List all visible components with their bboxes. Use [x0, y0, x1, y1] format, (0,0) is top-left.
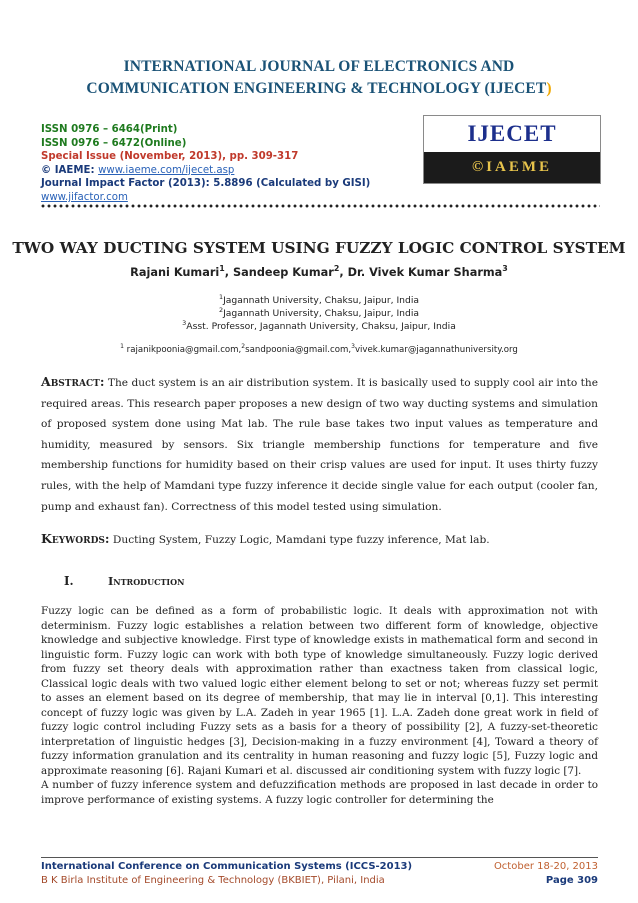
- author-3: , Dr. Vivek Kumar Sharma: [339, 266, 503, 279]
- footer-page-number: Page 309: [545, 875, 598, 886]
- journal-title-line2: [0, 78, 638, 100]
- email-1: rajanikpoonia@gmail.com,: [123, 345, 242, 355]
- email-2: sandpoonia@gmail.com,: [245, 345, 352, 355]
- affiliation-1: [0, 292, 638, 306]
- jifactor-url-link[interactable]: www.jifactor.com: [41, 191, 128, 203]
- journal-title-line1: INTERNATIONAL JOURNAL OF ELECTRONICS AND: [123, 58, 515, 75]
- logo-ijecet-text: IJECET: [424, 116, 600, 152]
- author-1: Rajani Kumari: [130, 266, 220, 279]
- affiliation-2: [0, 305, 638, 319]
- footer-conference: International Conference on Communication Systems (ICCS-2013): [41, 861, 413, 872]
- journal-title: [0, 56, 638, 100]
- section-title: Introduction: [108, 574, 185, 588]
- footer-row-1: [41, 861, 598, 872]
- footer-dates: October 18-20, 2013: [493, 861, 598, 872]
- intro-paragraph-1: Fuzzy logic can be defined as a form of probabilistic logic. It deals with approximation not with determinism. Fuzzy logic establishes a relation between two different form of knowledge, objective knowledge and subjective knowledge. First type of knowledge exists in mathematical form and second in linguistic form. Fuzzy logic can work with both type of knowledge simultaneously. Fuzzy logic derived from fuzzy set theory deals with approximation rather than exactness taken from classical logic, Classical logic deals with two valued logic either element belong to set or not; whereas fuzzy set permit to asses an element based on its degree of membership, that may lie in interval [0,1]. This interesting concept of fuzzy logic was given by L.A. Zadeh in year 1965 [1]. L.A. Zadeh done great work in field of fuzzy logic control including Fuzzy sets as a basis for a theory of possibility [2], A fuzzy-set-theoretic interpretation of linguistic hedges [3], Decision-making in a fuzzy environment [4], Toward a theory of fuzzy information granulation and its centrality in human reasoning and fuzzy logic [5], Fuzzy logic and approximate reasoning [6]. Rajani Kumari et al. discussed air conditioning system with fuzzy logic [7].: [41, 605, 598, 777]
- section-heading: [64, 574, 184, 588]
- iaeme-line: [41, 164, 370, 178]
- impact-factor: Journal Impact Factor (2013): 5.8896 (Calculated by GISI): [41, 178, 371, 190]
- issn-print: ISSN 0976 – 6464(Print): [41, 124, 178, 135]
- affiliation-2-text: Jagannath University, Chaksu, Jaipur, India: [223, 308, 420, 319]
- abstract-text: The duct system is an air distribution system. It is basically used to supply cool air into the required areas. This research paper proposes a new design of two way ducting systems and simulation of proposed system done using Mat lab. The rule base takes two input values as temperature and humidity, measured by sensors. Six triangle membership functions for temperature and five membership functions for humidity based on their crisp values are used for input. It uses thirty fuzzy rules, with the help of Mamdani type fuzzy inference it decide single value for each output (cooler fan, pump and exhaust fan). Correctness of this model tested using simulation.: [41, 377, 598, 513]
- author-2: , Sandeep Kumar: [224, 266, 334, 279]
- keywords-label: Keywords:: [41, 531, 110, 546]
- journal-title-line2-main: COMMUNICATION ENGINEERING & TECHNOLOGY (IJECET: [86, 80, 547, 97]
- affiliation-2-sup: 2: [218, 305, 224, 314]
- iaeme-url-link[interactable]: www.iaeme.com/ijecet.asp: [98, 164, 235, 176]
- affiliation-3-text: Asst. Professor, Jagannath University, Chaksu, Jaipur, India: [186, 321, 456, 332]
- email-3: vivek.kumar@jagannathuniversity.org: [354, 345, 518, 355]
- dotted-divider: [40, 203, 600, 209]
- introduction-body: [41, 604, 598, 807]
- keywords-text: Ducting System, Fuzzy Logic, Mamdani type fuzzy inference, Mat lab.: [112, 534, 490, 546]
- section-number: I.: [64, 574, 74, 588]
- author-2-sup: 2: [333, 264, 340, 274]
- special-issue: Special Issue (November, 2013), pp. 309-317: [41, 151, 299, 163]
- paper-title: TWO WAY DUCTING SYSTEM USING FUZZY LOGIC CONTROL SYSTEM: [12, 239, 626, 257]
- footer-divider: [41, 857, 598, 858]
- authors: [0, 266, 638, 279]
- footer-row-2: [41, 875, 598, 886]
- iaeme-label: © IAEME:: [41, 164, 99, 176]
- journal-meta: [41, 123, 370, 205]
- email-2-sup: 2: [241, 343, 246, 351]
- logo-iaeme-text: ©IAEME: [424, 152, 600, 183]
- author-1-sup: 1: [219, 264, 225, 274]
- abstract: [41, 372, 598, 517]
- issn-online: ISSN 0976 – 6472(Online): [41, 137, 187, 149]
- email-1-sup: 1: [120, 343, 124, 351]
- intro-paragraph-2: A number of fuzzy inference system and defuzzification methods are proposed in last decade in order to improve performance of existing systems. A fuzzy logic controller for determining the: [41, 779, 598, 806]
- footer-institute: B K Birla Institute of Engineering & Technology (BKBIET), Pilani, India: [41, 875, 385, 886]
- ijecet-logo: [423, 115, 601, 184]
- affiliation-3-sup: 3: [182, 318, 187, 327]
- journal-title-paren: ): [546, 80, 552, 97]
- affiliation-1-text: Jagannath University, Chaksu, Jaipur, India: [223, 295, 420, 306]
- affiliation-3: [0, 318, 638, 332]
- author-emails: [0, 345, 638, 355]
- author-3-sup: 3: [502, 264, 508, 274]
- affiliation-1-sup: 1: [218, 292, 224, 301]
- email-3-sup: 3: [351, 343, 355, 351]
- abstract-label: Abstract:: [41, 374, 105, 389]
- keywords: [41, 531, 598, 546]
